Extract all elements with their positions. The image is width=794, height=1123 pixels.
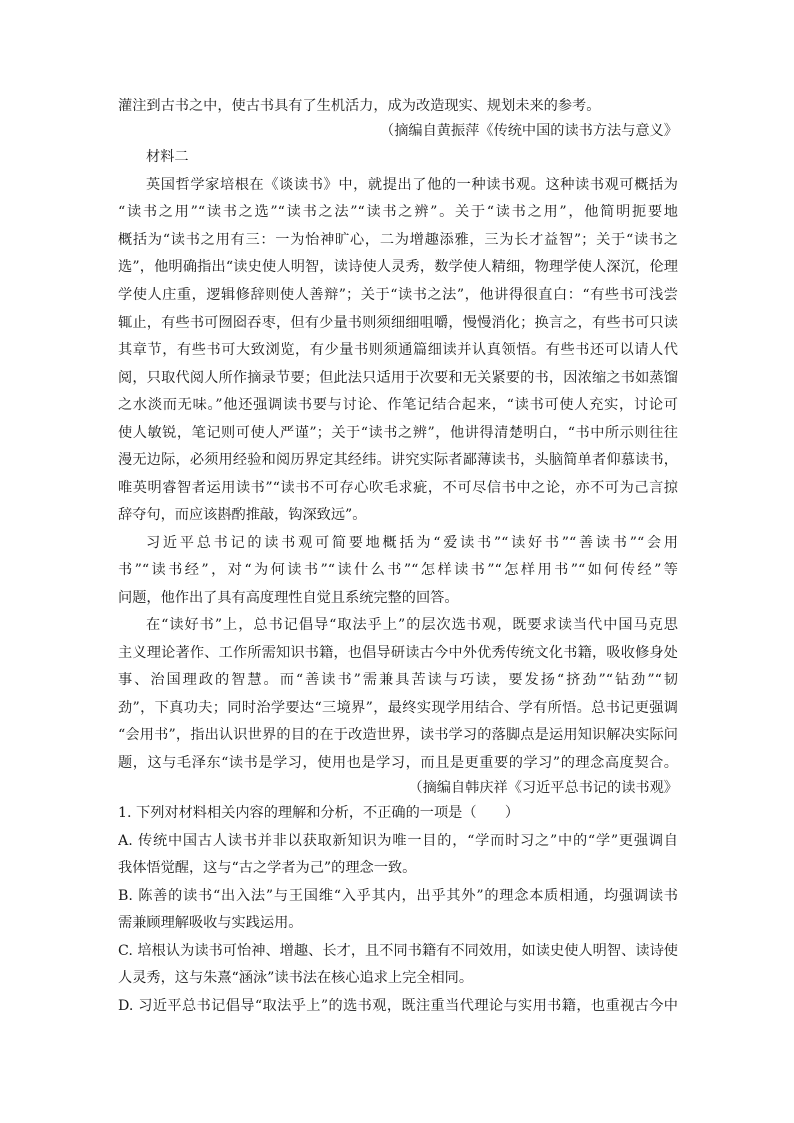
option-a-continued: 我体悟觉醒，这与“古之学者为己”的理念一致。 bbox=[118, 860, 417, 876]
text-line: 英国哲学家培根在《谈读书》中，就提出了他的一种读书观。这种读书观可概括为 bbox=[146, 177, 678, 193]
text-line: 劲”，下真功夫；同时治学要达“三境界”，最终实现学用结合、学有所悟。总书记更强调 bbox=[118, 700, 678, 716]
text-line: 问题，他作出了具有高度理性自觉且系统完整的回答。 bbox=[118, 590, 459, 606]
text-line: “会用书”，指出认识世界的目的在于改造世界，读书学习的落脚点是运用知识解决实际问 bbox=[118, 727, 678, 743]
text-line: 主义理论著作、工作所需知识书籍，也倡导研读古今中外优秀传统文化书籍，吸收修身处 bbox=[118, 645, 678, 661]
text-line: 辞夺句，而应该斟酌推敲，钩深致远”。 bbox=[118, 507, 367, 523]
option-c: C. 培根认为读书可怡神、增趣、长才，且不同书籍有不同效用，如读史使人明智、读诗使 bbox=[118, 943, 678, 959]
text-line: “读书之用”“读书之选”“读书之法”“读书之辨”。关于“读书之用”，他简明扼要地 bbox=[118, 204, 678, 220]
text-line: 在“读好书”上，总书记倡导“取法乎上”的层次选书观，既要求读当代中国马克思 bbox=[146, 617, 678, 633]
text-line: 书”“读书经”，对“为何读书”“读什么书”“怎样读书”“怎样用书”“如何传经”等 bbox=[118, 562, 678, 578]
source-citation: （摘编自黄振萍《传统中国的读书方法与意义》 bbox=[380, 123, 678, 139]
text-line: 题，这与毛泽东“读书是学习，使用也是学习，而且是更重要的学习”的理念高度契合。 bbox=[118, 755, 678, 771]
text-line: 使人敏锐，笔记则可使人严谨”；关于“读书之辨”，他讲得清楚明白，“书中所示则往往 bbox=[118, 425, 678, 441]
option-b: B. 陈善的读书“出入法”与王国维“入乎其内，出乎其外”的理念本质相通，均强调读书 bbox=[118, 888, 678, 904]
text-line: 唯英明睿智者运用读书”“读书不可存心吹毛求疵，不可尽信书中之论，亦不可为己言掠 bbox=[118, 480, 678, 496]
text-line: 事、治国理政的智慧。而“善读书”需兼具苦读与巧读，要发扬“挤劲”“钻劲”“韧 bbox=[118, 672, 678, 688]
option-b-continued: 需兼顾理解吸收与实践运用。 bbox=[118, 915, 303, 931]
section-heading: 材料二 bbox=[146, 149, 189, 165]
text-line: 学使人庄重，逻辑修辞则使人善辩”；关于“读书之法”，他讲得很直白：“有些书可浅尝 bbox=[118, 287, 678, 303]
text-line: 灌注到古书之中，使古书具有了生机活力，成为改造现实、规划未来的参考。 bbox=[118, 98, 601, 114]
text-line: 辄止，有些书可囫囵吞枣，但有少量书则须细细咀嚼，慢慢消化；换言之，有些书可只读 bbox=[118, 315, 678, 331]
option-a: A. 传统中国古人读书并非以获取新知识为唯一目的，“学而时习之”中的“学”更强调自 bbox=[118, 833, 678, 849]
question-stem: 1. 下列对材料相关内容的理解和分析，不正确的一项是（ ） bbox=[118, 805, 520, 821]
text-line: 概括为“读书之用有三：一为怡神旷心，二为增趣添雅，三为长才益智”；关于“读书之 bbox=[118, 232, 678, 248]
option-c-continued: 人灵秀，这与朱熹“涵泳”读书法在核心追求上完全相同。 bbox=[118, 970, 474, 986]
text-line: 之水淡而无味。”他还强调读书要与讨论、作笔记结合起来，“读书可使人充实，讨论可 bbox=[118, 397, 678, 413]
text-line: 其章节，有些书可大致浏览，有少量书则须通篇细读并认真领悟。有些书还可以请人代 bbox=[118, 342, 678, 358]
text-line: 选”，他明确指出“读史使人明智，读诗使人灵秀，数学使人精细，物理学使人深沉，伦理 bbox=[118, 259, 678, 275]
text-line: 漫无边际，必须用经验和阅历界定其经纬。讲究实际者鄙薄读书，头脑简单者仰慕读书， bbox=[118, 452, 678, 468]
text-line: 阅，只取代阅人所作摘录节要；但此法只适用于次要和无关紧要的书，因浓缩之书如蒸馏 bbox=[118, 370, 678, 386]
option-d: D. 习近平总书记倡导“取法乎上”的选书观，既注重当代理论与实用书籍，也重视古今中 bbox=[118, 998, 678, 1014]
text-line: 习近平总书记的读书观可简要地概括为“爱读书”“读好书”“善读书”“会用 bbox=[146, 535, 678, 551]
source-citation: （摘编自韩庆祥《习近平总书记的读书观》 bbox=[408, 780, 678, 796]
